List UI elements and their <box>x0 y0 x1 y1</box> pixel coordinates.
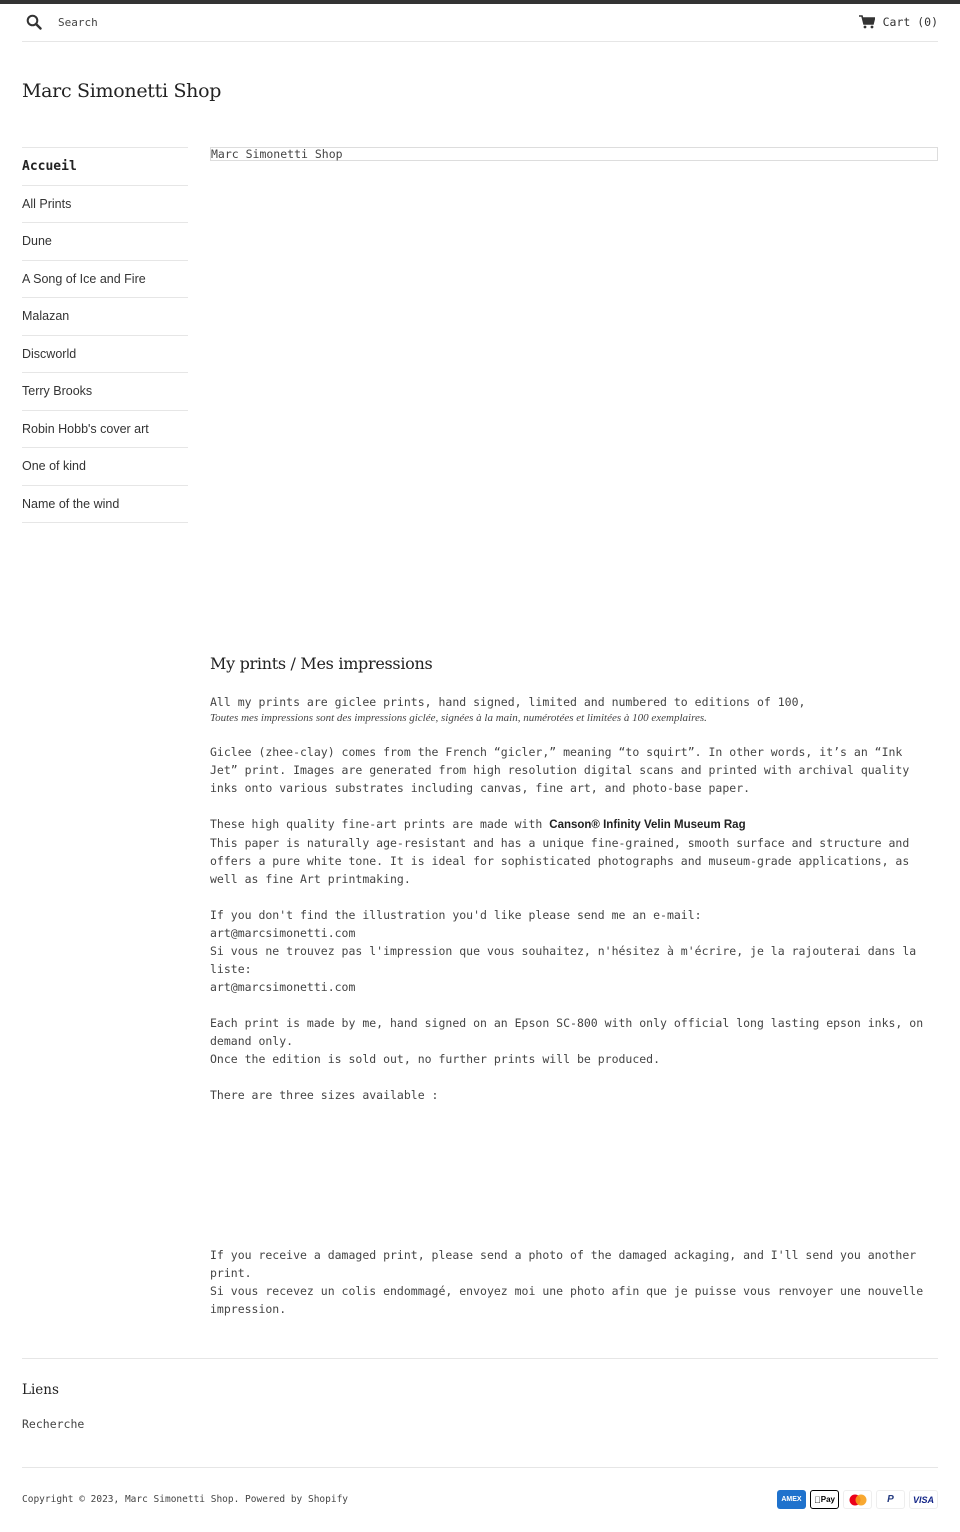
sidebar-nav <box>22 147 188 523</box>
contact-line-en: If you don't find the illustration you'd like please send me an e-mail: <box>210 908 702 922</box>
footer-links-title: Liens <box>22 1382 59 1398</box>
cart-link[interactable] <box>859 14 938 30</box>
copyright-text: Copyright © 2023, Marc Simonetti Shop. Powered by Shopify <box>22 1494 349 1505</box>
sidebar-item-terry-brooks[interactable]: Terry Brooks <box>22 373 188 411</box>
paypal-icon: P <box>876 1490 905 1509</box>
site-logo[interactable]: Marc Simonetti Shop <box>22 80 222 102</box>
paper-description: This paper is naturally age-resistant and has a unique fine-grained, smooth surface and structure and offers a pure white tone. It is ideal for sophisticated photographs and museum-grade applications, as well as fine Art printmaking. <box>210 836 910 886</box>
edition-line: Once the edition is sold out, no further prints will be produced. <box>210 1052 661 1066</box>
sidebar-item-one-of-kind[interactable]: One of kind <box>22 448 188 486</box>
paper-name: Canson® Infinity Velin Museum Rag <box>549 819 746 831</box>
amex-icon: AMEX <box>777 1490 806 1509</box>
sidebar-item-song-of-ice-and-fire[interactable]: A Song of Ice and Fire <box>22 261 188 299</box>
intro-paragraph: All my prints are giclee prints, hand signed, limited and numbered to editions of 100, <box>210 695 806 709</box>
footer-divider-bottom <box>22 1467 938 1468</box>
visa-icon: VISA <box>909 1490 938 1509</box>
sidebar-item-robin-hobb[interactable]: Robin Hobb's cover art <box>22 411 188 449</box>
footer-divider-top <box>22 1358 938 1359</box>
print-process-line: Each print is made by me, hand signed on an Epson SC-800 with only official long lasting epson inks, on demand only. <box>210 1016 924 1048</box>
damaged-line-fr: Si vous recevez un colis endommagé, envoyez moi une photo afin que je puisse vous renvoyer une nouvelle impression. <box>210 1284 924 1316</box>
footer-link-search[interactable]: Recherche <box>22 1417 85 1431</box>
apple-pay-label: Pay <box>817 1495 832 1504</box>
contact-line-fr: Si vous ne trouvez pas l'impression que vous souhaitez, n'hésitez à m'écrire, je la rajouterai dans la liste: <box>210 944 917 976</box>
giclee-paragraph: Giclee (zhee-clay) comes from the French “gicler,” meaning “to squirt”. In other words, it’s an “Ink Jet” print. Images are generated from high resolution digital scans and printed with archival quality inks onto various substrates including canvas, fine art, and photo-base paper. <box>210 745 910 795</box>
site-header <box>22 4 938 42</box>
sidebar-item-malazan[interactable]: Malazan <box>22 298 188 336</box>
page-title: My prints / Mes impressions <box>210 654 433 673</box>
sidebar-item-discworld[interactable]: Discworld <box>22 336 188 374</box>
apple-pay-icon <box>810 1490 839 1509</box>
sizes-line: There are three sizes available : <box>210 1088 439 1102</box>
contact-email-2[interactable]: art@marcsimonetti.com <box>210 980 356 994</box>
cart-label: Cart (0) <box>882 15 938 29</box>
damaged-line-en: If you receive a damaged print, please send a photo of the damaged ackaging, and I'll send you another print. <box>210 1248 917 1280</box>
cart-icon <box>859 15 875 29</box>
sidebar-item-accueil[interactable]: Accueil <box>22 148 188 186</box>
mastercard-icon <box>843 1490 872 1509</box>
sidebar-item-dune[interactable]: Dune <box>22 223 188 261</box>
payment-icons <box>777 1490 938 1509</box>
main-content <box>210 654 936 1318</box>
search-icon[interactable] <box>26 14 42 30</box>
sidebar-item-all-prints[interactable]: All Prints <box>22 186 188 224</box>
contact-email-1[interactable]: art@marcsimonetti.com <box>210 926 356 940</box>
slideshow-image-placeholder[interactable]: Marc Simonetti Shop <box>210 147 938 161</box>
paper-intro: These high quality fine-art prints are made with <box>210 817 550 831</box>
sizes-image-placeholder <box>210 1104 936 1246</box>
intro-paragraph-fr: Toutes mes impressions sont des impressions giclée, signées à la main, numérotées et limitées à 100 exemplaires. <box>210 712 707 724</box>
search-input[interactable] <box>58 12 358 32</box>
paper-paragraph <box>210 815 936 834</box>
sidebar-item-name-of-the-wind[interactable]: Name of the wind <box>22 486 188 524</box>
